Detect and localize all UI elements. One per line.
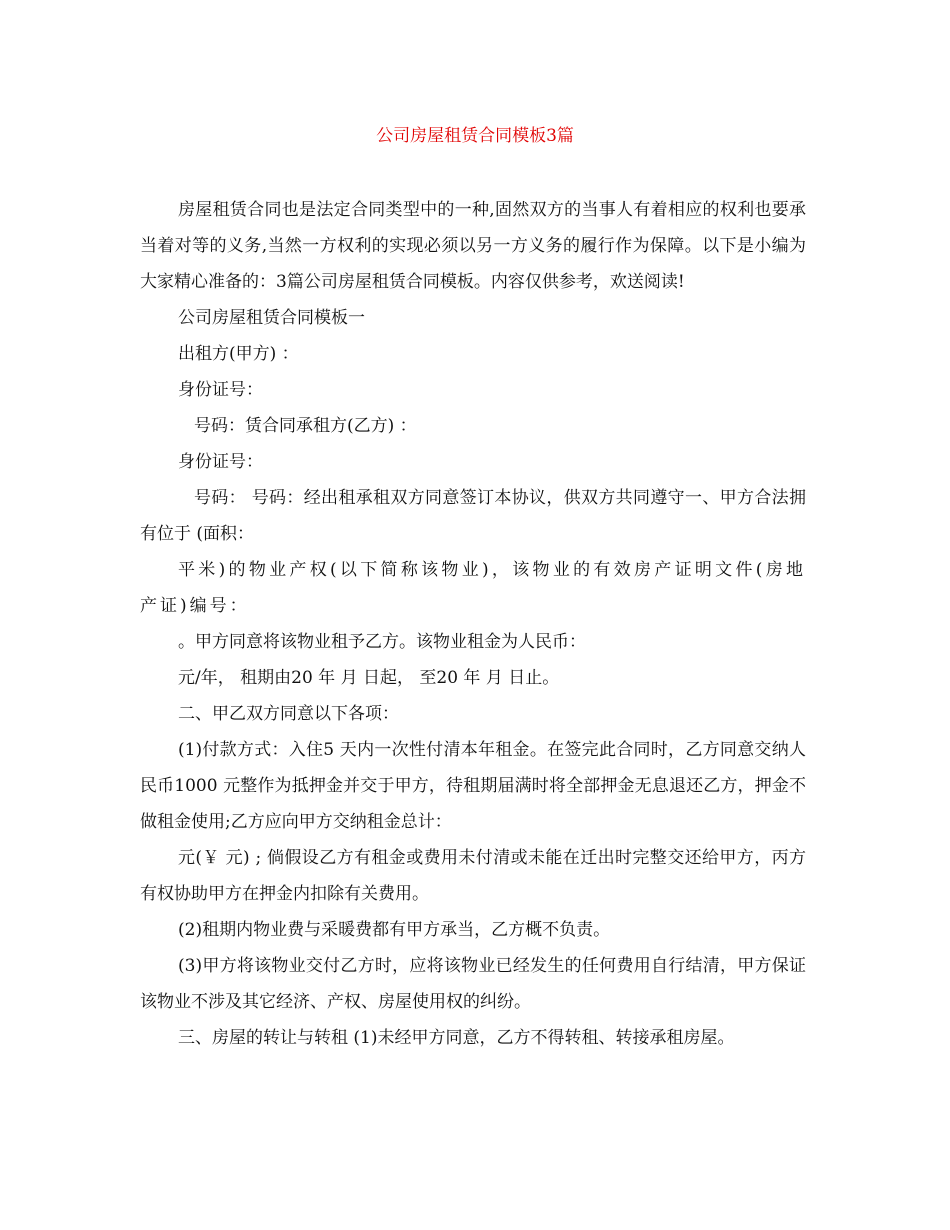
property-paragraph: 平米)的物业产权(以下简称该物业)，该物业的有效房产证明文件(房地产证)编号： [140,560,806,616]
fees-clause: (2)租期内物业费与采暖费都有甲方承当，乙方概不负责。 [178,920,611,940]
deposit-clause: 元(￥ 元) ; 倘假设乙方有租金或费用未付清或未能在迁出时完整交还给甲方，丙方有权协助甲方在押金内扣除有关费用。 [140,848,806,904]
section-three-heading: 三、房屋的转让与转租 (1)未经甲方同意，乙方不得转租、转接承租房屋。 [178,1028,735,1048]
lessor-line: 出租方(甲方) ： [178,344,299,364]
document-title: 公司房屋租赁合同模板3篇 [376,126,574,146]
payment-clause: (1)付款方式：入住5 天内一次性付清本年租金。在签完此合同时，乙方同意交纳人民币1000 元整作为抵押金并交于甲方，待租期届满时将全部押金无息退还乙方，押金不做租金使用;乙方应向甲方交纳租金总计： [140,740,806,832]
rent-amount-line: 。甲方同意将该物业租予乙方。该物业租金为人民币： [178,632,586,652]
section-heading-template-one: 公司房屋租赁合同模板一 [178,308,365,328]
agreement-paragraph: 号码： 号码：经出租承租双方同意签订本协议，供双方共同遵守一、甲方合法拥有位于 (面积： [140,488,806,544]
document-body [140,192,806,1056]
section-two-heading: 二、甲乙双方同意以下各项： [178,704,399,724]
rent-term-line: 元/年， 租期由20 年 月 日起， 至20 年 月 日止。 [178,668,560,688]
handover-clause: (3)甲方将该物业交付乙方时，应将该物业已经发生的任何费用自行结清，甲方保证该物业不涉及其它经济、产权、房屋使用权的纠纷。 [140,956,806,1012]
id-number-line: 身份证号： [178,452,263,472]
intro-paragraph: 房屋租赁合同也是法定合同类型中的一种,固然双方的当事人有着相应的权利也要承当着对等的义务,当然一方权利的实现必须以另一方义务的履行作为保障。以下是小编为大家精心准备的：3篇公司房屋租赁合同模板。内容仅供参考，欢送阅读! [140,200,806,292]
id-number-line: 身份证号： [178,380,263,400]
number-lessee-line: 号码：赁合同承租方(乙方) ： [194,416,417,436]
